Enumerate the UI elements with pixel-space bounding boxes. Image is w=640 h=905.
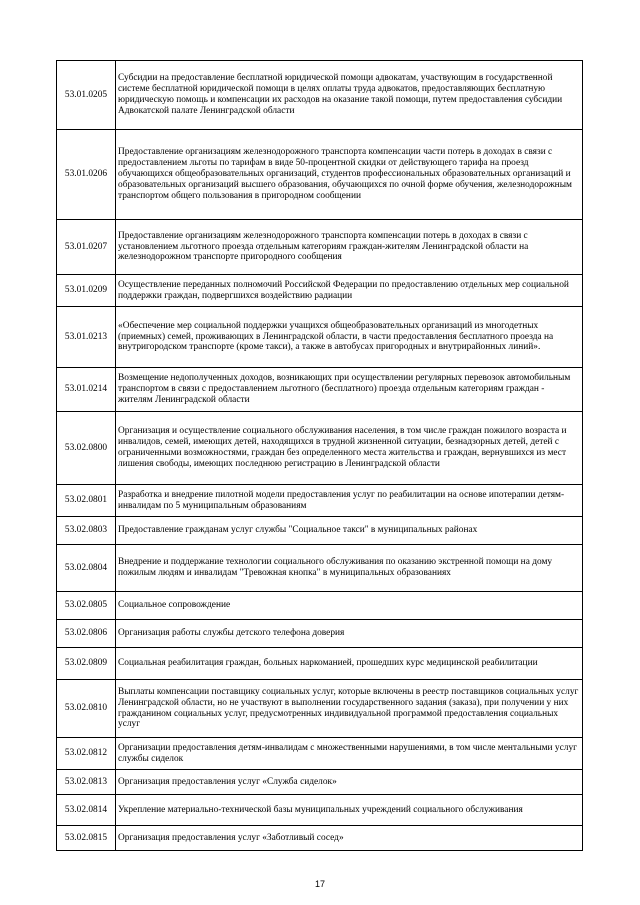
table-row (57, 485, 583, 517)
code-cell: 53.02.0809 (57, 648, 116, 680)
code-cell: 53.01.0214 (57, 368, 116, 412)
description-cell: Предоставление организациям железнодорожного транспорта компенсации потерь в доходах в связи с установлением льготного проезда отдельным категориям граждан-жителям Ленинградской области на железнодорожном транспорте пригородного сообщения (116, 220, 583, 275)
description-cell: Организация работы службы детского телефона доверия (116, 620, 583, 648)
table-row (57, 61, 583, 130)
description-cell: «Обеспечение мер социальной поддержки учащихся общеобразовательных организаций из многодетных (приемных) семей, проживающих в Ленинградской области, в части предоставления бесплатного проезда на внутригородском транспорте (кроме такси), а также в автобусах пригородных и внутрирайонных линий». (116, 307, 583, 368)
description-cell: Разработка и внедрение пилотной модели предоставления услуг по реабилитации на основе ипотерапии детям-инвалидам по 5 муниципальным образованиям (116, 485, 583, 517)
table-row (57, 220, 583, 275)
code-cell: 53.02.0814 (57, 795, 116, 826)
table-row (57, 307, 583, 368)
code-cell: 53.01.0213 (57, 307, 116, 368)
classification-table (56, 60, 583, 851)
description-cell: Осуществление переданных полномочий Российской Федерации по предоставлению отдельных мер социальной поддержки граждан, подвергшихся воздействию радиации (116, 275, 583, 307)
code-cell: 53.02.0812 (57, 738, 116, 770)
table-row (57, 412, 583, 485)
code-cell: 53.01.0205 (57, 61, 116, 130)
code-cell: 53.02.0805 (57, 592, 116, 620)
description-cell: Организация предоставления услуг «Служба сиделок» (116, 770, 583, 795)
table-row (57, 680, 583, 738)
table-row (57, 770, 583, 795)
table-row (57, 795, 583, 826)
description-cell: Укрепление материально-технической базы муниципальных учреждений социального обслуживания (116, 795, 583, 826)
code-cell: 53.01.0206 (57, 130, 116, 220)
table-row (57, 826, 583, 851)
table-row (57, 592, 583, 620)
page-number: 17 (314, 879, 325, 889)
table-row (57, 517, 583, 545)
description-cell: Организации предоставления детям-инвалидам с множественными нарушениями, в том числе ментальными услуг службы сиделок (116, 738, 583, 770)
table-row (57, 368, 583, 412)
table-row (57, 738, 583, 770)
description-cell: Субсидии на предоставление бесплатной юридической помощи адвокатам, участвующим в государственной системе бесплатной юридической помощи в целях оплаты труда адвокатов, предоставляющих бесплатную юридическую помощь и компенсации их расходов на оказание такой помощи, путем предоставления субсидии Адвокатской палате Ленинградской области (116, 61, 583, 130)
code-cell: 53.02.0801 (57, 485, 116, 517)
table-row (57, 648, 583, 680)
code-cell: 53.02.0806 (57, 620, 116, 648)
description-cell: Возмещение недополученных доходов, возникающих при осуществлении регулярных перевозок автомобильным транспортом в связи с предоставлением льготного (бесплатного) проезда отдельным категориям граждан - жителям Ленинградской области (116, 368, 583, 412)
table-row (57, 620, 583, 648)
code-cell: 53.01.0209 (57, 275, 116, 307)
table-row (57, 545, 583, 592)
description-cell: Выплаты компенсации поставщику социальных услуг, которые включены в реестр поставщиков социальных услуг Ленинградской области, но не участвуют в выполнении государственного задания (заказа), при получении у них гражданином социальных услуг, предусмотренных индивидуальной программой предоставления социальных услуг (116, 680, 583, 738)
table-row (57, 275, 583, 307)
table-row (57, 130, 583, 220)
code-cell: 53.02.0810 (57, 680, 116, 738)
code-cell: 53.02.0815 (57, 826, 116, 851)
description-cell: Организация и осуществление социального обслуживания населения, в том числе граждан пожилого возраста и инвалидов, семей, имеющих детей, находящихся в трудной жизненной ситуации, безнадзорных детей, детей с ограниченными возможностями, граждан без определенного места жительства и граждан, вернувшихся из мест лишения свободы, имеющих последнюю регистрацию в Ленинградской области (116, 412, 583, 485)
description-cell: Предоставление гражданам услуг службы "Социальное такси" в муниципальных районах (116, 517, 583, 545)
code-cell: 53.01.0207 (57, 220, 116, 275)
code-cell: 53.02.0800 (57, 412, 116, 485)
description-cell: Социальная реабилитация граждан, больных наркоманией, прошедших курс медицинской реабилитации (116, 648, 583, 680)
code-cell: 53.02.0803 (57, 517, 116, 545)
code-cell: 53.02.0813 (57, 770, 116, 795)
description-cell: Внедрение и поддержание технологии социального обслуживания по оказанию экстренной помощи на дому пожилым людям и инвалидам "Тревожная кнопка" в муниципальных образованиях (116, 545, 583, 592)
code-cell: 53.02.0804 (57, 545, 116, 592)
description-cell: Социальное сопровождение (116, 592, 583, 620)
description-cell: Предоставление организациям железнодорожного транспорта компенсации части потерь в доходах в связи с предоставлением льготы по тарифам в виде 50-процентной скидки от действующего тарифа на проезд обучающихся общеобразовательных организаций, студентов профессиональных образовательных организаций и образовательных организаций высшего образования, обучающихся по очной форме обучения, железнодорожным транспортом общего пользования в пригородном сообщении (116, 130, 583, 220)
description-cell: Организация предоставления услуг «Заботливый сосед» (116, 826, 583, 851)
